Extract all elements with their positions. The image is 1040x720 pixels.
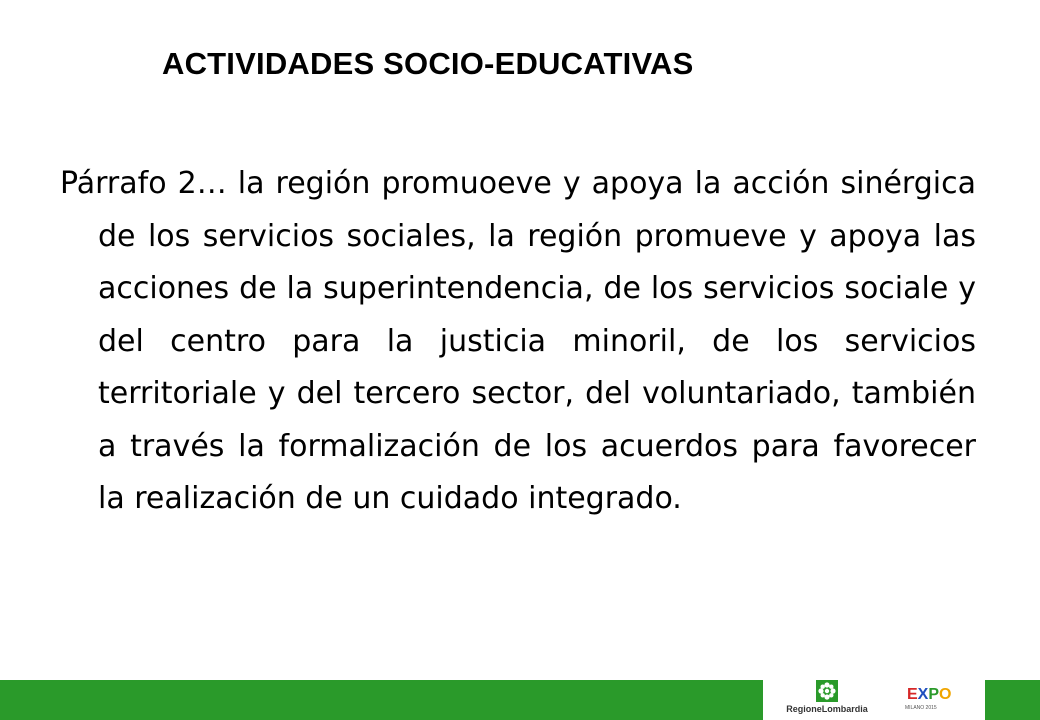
expo-milano-logo-icon (905, 684, 965, 704)
regione-lombardia-logo-icon (777, 678, 877, 704)
svg-text:EXPO: EXPO (907, 686, 952, 703)
slide-title: ACTIVIDADES SOCIO-EDUCATIVAS (162, 46, 694, 81)
expo-subtext: MILANO 2015 (905, 705, 937, 711)
regione-lombardia-text: RegioneLombardia (786, 704, 868, 714)
expo-logo (905, 684, 965, 714)
body-paragraph: Párrafo 2… la región promuoeve y apoya la acción sinérgica de los servicios sociales, la región promueve y apoya las acciones de la superintendencia, de los servicios sociale y del centro para la justicia minoril, de los servicios territoriale y del tercero sector, del voluntariado, también a través la formalización de los acuerdos para favorecer la realización de un cuidado integrado. (60, 166, 976, 516)
footer-logo-box (763, 676, 985, 720)
regione-lombardia-logo (777, 678, 877, 718)
